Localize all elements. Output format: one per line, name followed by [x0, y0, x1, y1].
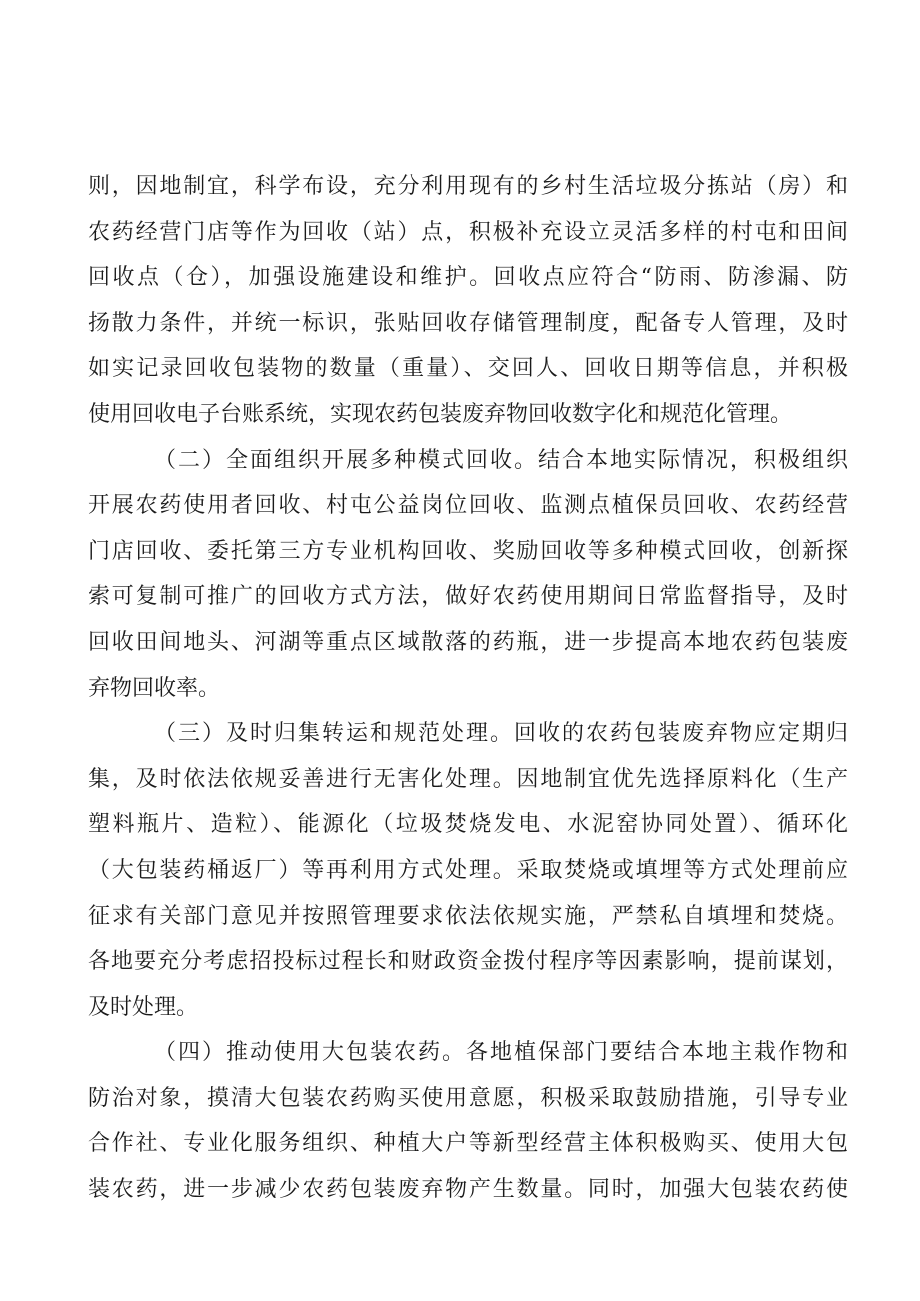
text-line: 使用回收电子台账系统，实现农药包装废弃物回收数字化和规范化管理。	[88, 401, 793, 427]
document-body	[88, 164, 848, 1213]
text-line: 如实记录回收包装物的数量（重量）、交回人、回收日期等信息，并积极	[88, 356, 848, 382]
section-heading-line: （二）全面组织开展多种模式回收。结合本地实际情况，积极组织	[154, 447, 848, 473]
text-line: 索可复制可推广的回收方式方法，做好农药使用期间日常监督指导，及时	[88, 584, 848, 610]
paragraph-section-4	[88, 1030, 848, 1212]
text-line: 开展农药使用者回收、村屯公益岗位回收、监测点植保员回收、农药经营	[88, 493, 848, 519]
text-line: 合作社、专业化服务组织、种植大户等新型经营主体积极购买、使用大包	[88, 1131, 848, 1157]
text-line: 农药经营门店等作为回收（站）点，积极补充设立灵活多样的村屯和田间	[88, 219, 848, 245]
paragraph-section-3	[88, 711, 848, 1030]
text-line: 扬散力条件，并统一标识，张贴回收存储管理制度，配备专人管理，及时	[88, 310, 848, 336]
text-line: 防治对象，摸清大包装农药购买使用意愿，积极采取鼓励措施，引导专业	[88, 1085, 848, 1111]
text-line: 则，因地制宜，科学布设，充分利用现有的乡村生活垃圾分拣站（房）和	[88, 174, 848, 199]
text-line: 装农药，进一步减少农药包装废弃物产生数量。同时，加强大包装农药使	[88, 1177, 848, 1203]
text-line: 回收点（仓），加强设施建设和维护。回收点应符合“防雨、防渗漏、防	[88, 265, 848, 291]
text-line: 门店回收、委托第三方专业机构回收、奖励回收等多种模式回收，创新探	[88, 538, 848, 564]
text-line: 集，及时依法依规妥善进行无害化处理。因地制宜优先选择原料化（生产	[88, 766, 848, 792]
text-line: （大包装药桶返厂）等再利用方式处理。采取焚烧或填埋等方式处理前应	[88, 857, 848, 883]
text-line: 征求有关部门意见并按照管理要求依法依规实施，严禁私自填埋和焚烧。	[88, 903, 848, 929]
paragraph-continuation	[88, 164, 848, 438]
text-line: 各地要充分考虑招投标过程长和财政资金拨付程序等因素影响，提前谋划，	[88, 949, 848, 975]
section-heading-line: （四）推动使用大包装农药。各地植保部门要结合本地主栽作物和	[154, 1040, 848, 1066]
section-heading-line: （三）及时归集转运和规范处理。回收的农药包装废弃物应定期归	[154, 721, 848, 747]
text-line: 塑料瓶片、造粒）、能源化（垃圾焚烧发电、水泥窑协同处置）、循环化	[88, 812, 848, 838]
text-line: 及时处理。	[88, 994, 199, 1020]
paragraph-section-2	[88, 438, 848, 712]
text-line: 弃物回收率。	[88, 675, 221, 701]
text-line: 回收田间地头、河湖等重点区域散落的药瓶，进一步提高本地农药包装废	[88, 629, 848, 655]
